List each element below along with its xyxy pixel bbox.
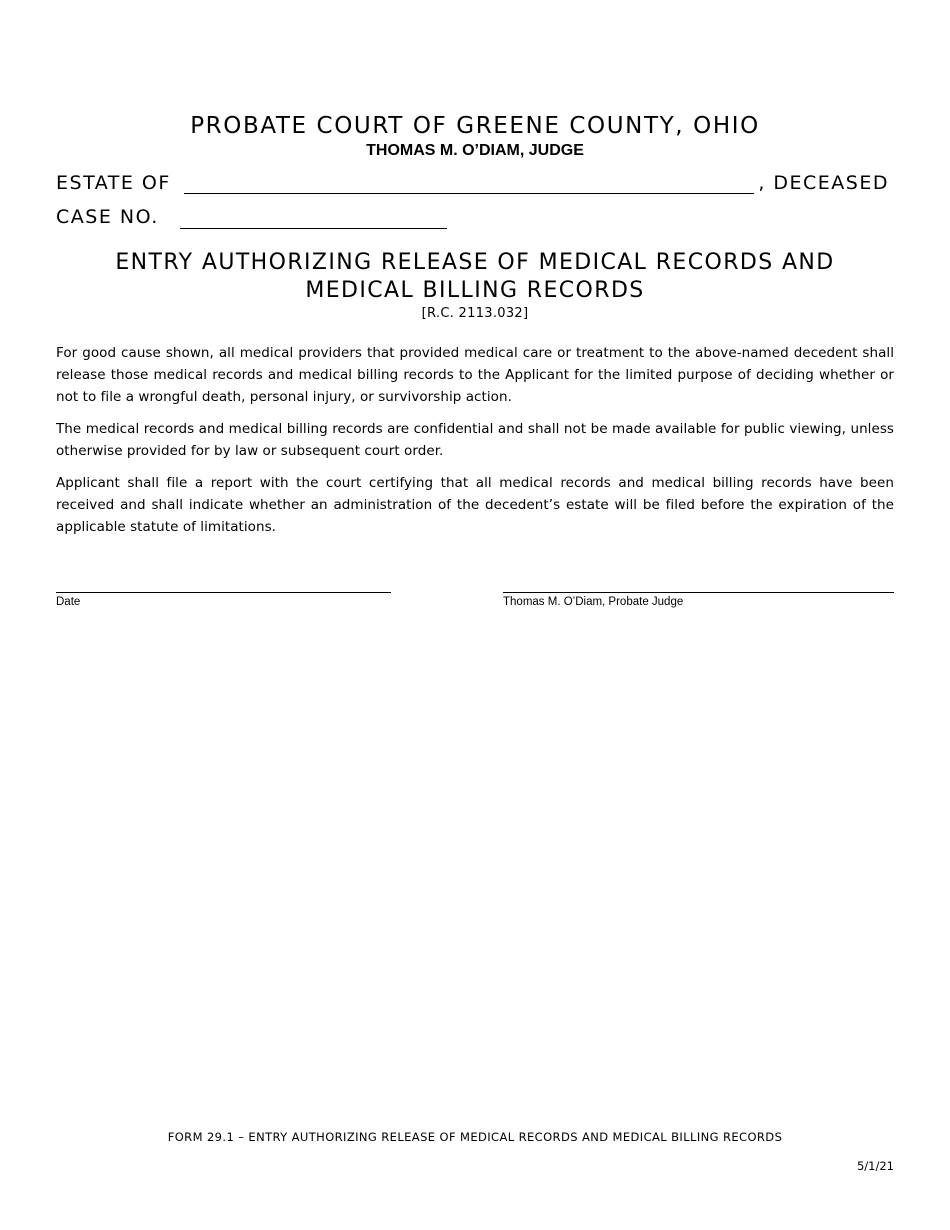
judge-signature-line[interactable] [503, 592, 894, 593]
case-number-label: CASE NO. [56, 206, 159, 228]
statute-reference: [R.C. 2113.032] [421, 306, 529, 321]
paragraph-report-requirement: Applicant shall file a report with the court certifying that all medical records and medical billing records have been received and shall indicate whether an administration of the decedent’s estate will be filed before the expiration of the applicable statute of limitations. [56, 475, 894, 535]
estate-row [56, 170, 894, 198]
deceased-label: , DECEASED [758, 172, 889, 194]
estate-of-label: ESTATE OF [56, 172, 171, 194]
entry-body [56, 342, 894, 548]
estate-name-field[interactable] [184, 193, 754, 194]
case-number-field[interactable] [180, 228, 447, 229]
judge-signature-label: Thomas M. O’Diam, Probate Judge [503, 596, 684, 608]
form-revision-date: 5/1/21 [856, 1159, 894, 1173]
date-label: Date [56, 596, 81, 608]
case-row [56, 204, 456, 232]
court-title: PROBATE COURT OF GREENE COUNTY, OHIO [190, 113, 760, 139]
judge-name: THOMAS M. O’DIAM, JUDGE [366, 142, 584, 159]
date-signature-line[interactable] [56, 592, 391, 593]
paragraph-confidentiality: The medical records and medical billing records are confidential and shall not be made available for public viewing, unless otherwise provided for by law or subsequent court order. [56, 421, 894, 459]
paragraph-release-authorization: For good cause shown, all medical providers that provided medical care or treatment to the above-named decedent shall release those medical records and medical billing records to the Applicant for the limited purpose of deciding whether or not to file a wrongful death, personal injury, or survivorship action. [56, 345, 894, 405]
form-footer-title: FORM 29.1 – ENTRY AUTHORIZING RELEASE OF MEDICAL RECORDS AND MEDICAL BILLING RECORDS [167, 1130, 783, 1144]
entry-title: ENTRY AUTHORIZING RELEASE OF MEDICAL RECORDS AND MEDICAL BILLING RECORDS [115, 250, 835, 303]
